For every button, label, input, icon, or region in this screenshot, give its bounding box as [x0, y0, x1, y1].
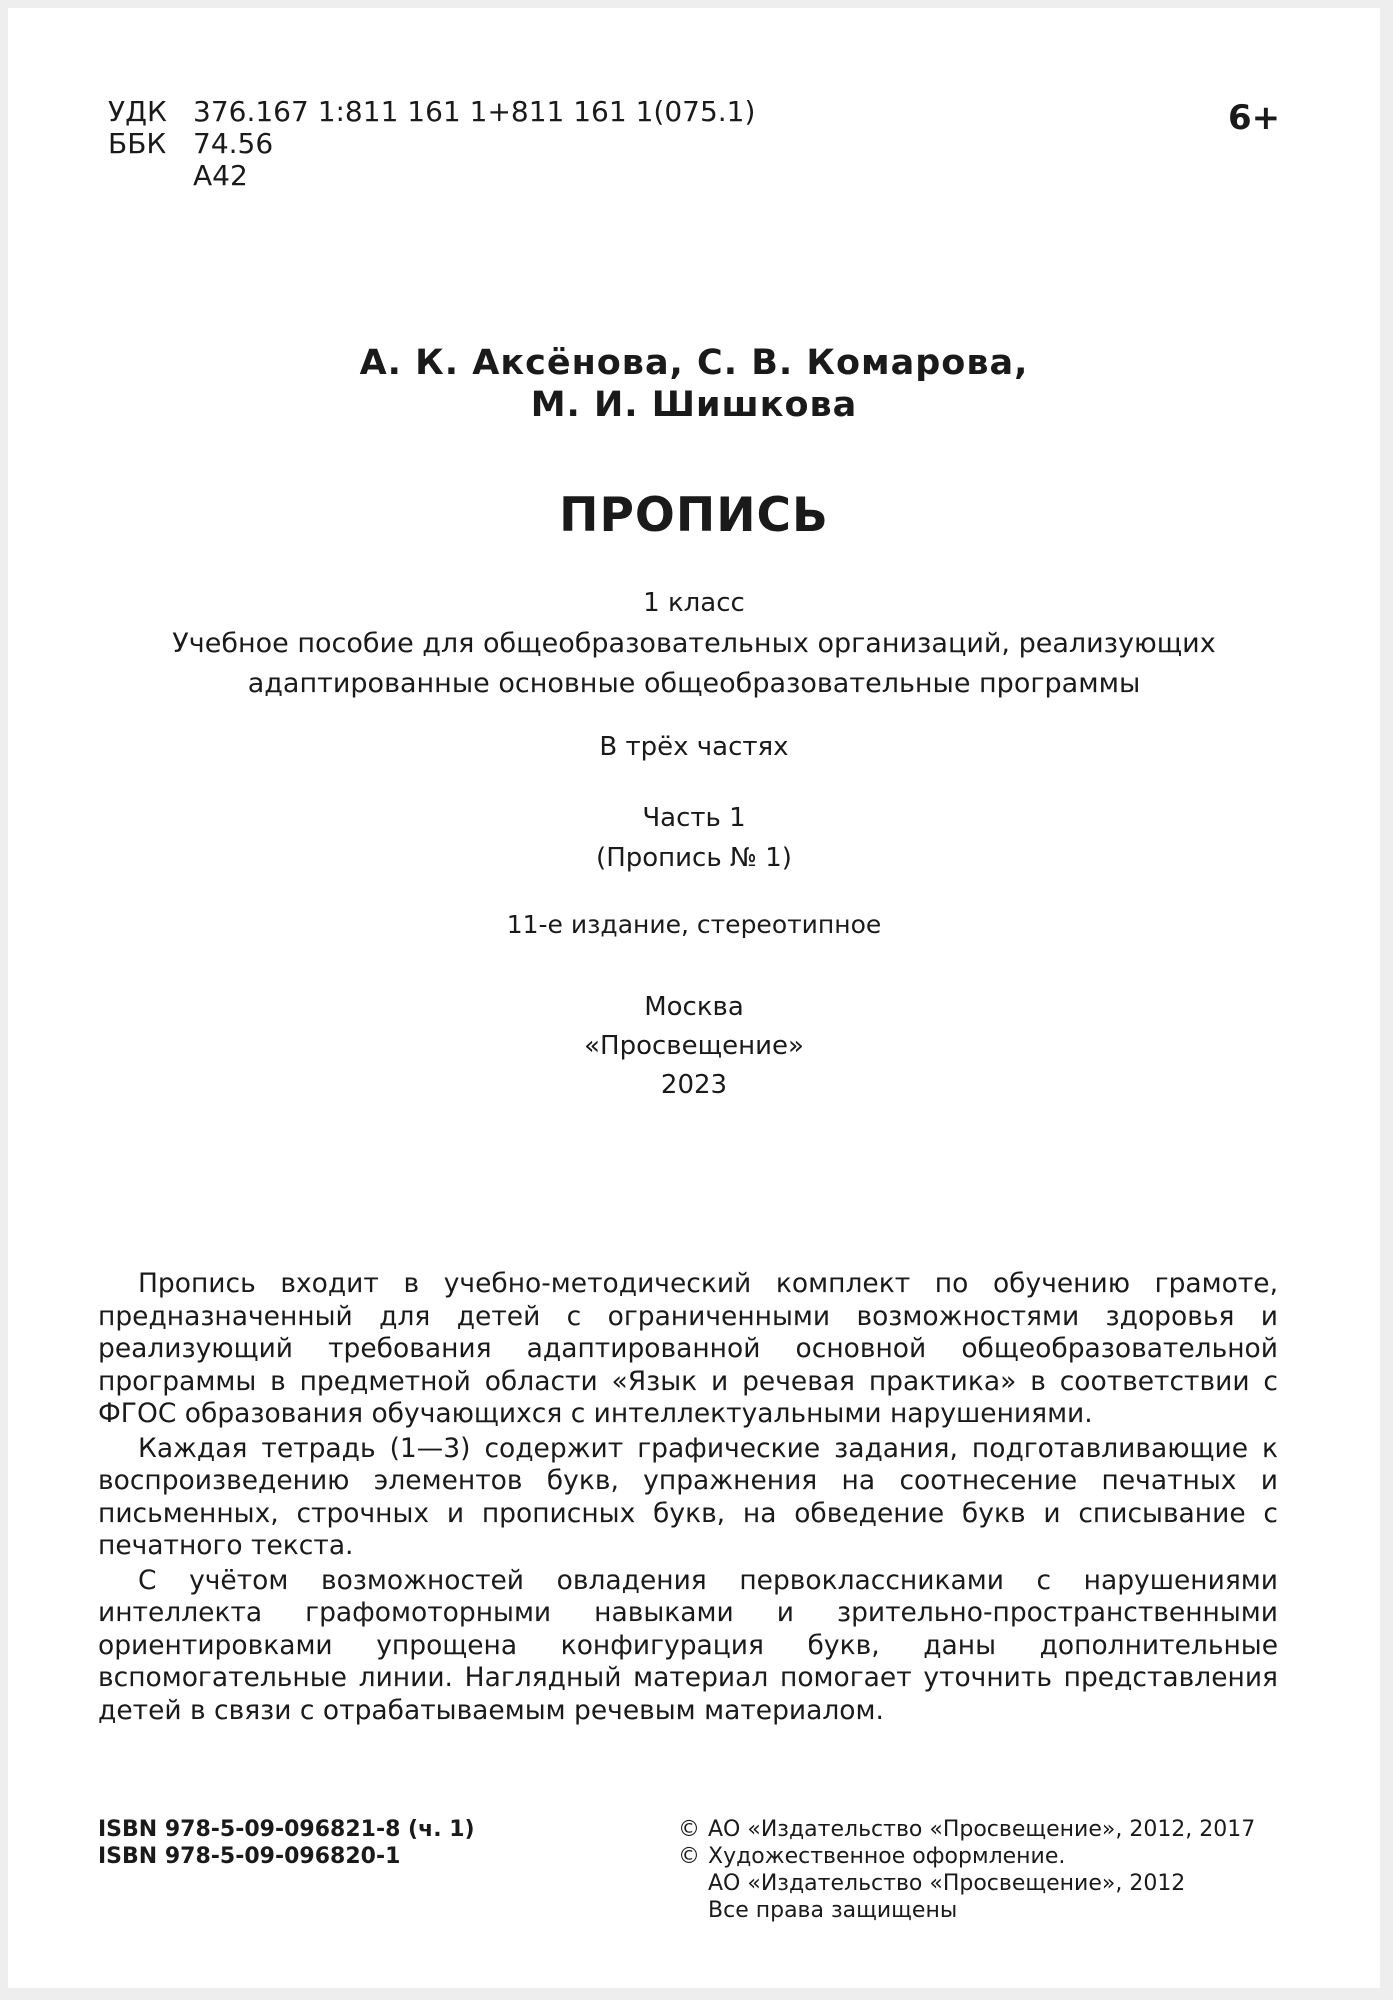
title-page [8, 8, 1380, 1988]
copyright-icon: © [678, 1817, 700, 1842]
annotation-paragraph: С учётом возможностей овладения первоклассниками с нарушениями интеллекта графомоторными навыками и зрительно-пространственными ориентировками упрощена конфигурация букв, даны дополнительные вспомогательные линии. Наглядный материал помогает уточнить представления детей в связи с отрабатываемым речевым материалом. [98, 1564, 1278, 1726]
imprint-city: Москва [644, 992, 744, 1022]
annotation-paragraph: Каждая тетрадь (1—3) содержит графические задания, подготавливающие к воспроизведению элементов букв, упражнения на соотнесение печатных и письменных, строчных и прописных букв, на обведение букв и списывание с печатного текста. [98, 1432, 1278, 1561]
author-mark-row [108, 160, 755, 192]
imprint-year: 2023 [660, 1070, 728, 1100]
age-rating: 6+ [1228, 98, 1281, 138]
part-number: Часть 1 [642, 803, 746, 833]
isbn-line-2: ISBN 978-5-09-096820-1 [98, 1844, 401, 1869]
book-title: ПРОПИСЬ [559, 488, 829, 543]
imprint [8, 988, 1380, 1105]
isbn-line-1: ISBN 978-5-09-096821-8 (ч. 1) [98, 1817, 475, 1842]
copyright-block [678, 1816, 1255, 1924]
copyright-line-3: АО «Издательство «Просвещение», 2012 [708, 1871, 1186, 1896]
subtitle-line-2: адаптированные основные общеобразовательные программы [247, 668, 1141, 699]
udk-label: УДК [108, 95, 167, 128]
copyright-line-2: © Художественное оформление. [678, 1844, 1066, 1869]
edition: 11-е издание, стереотипное [506, 910, 882, 939]
authors-line-2: М. И. Шишкова [530, 385, 858, 425]
copyright-line-4: Все права защищены [708, 1898, 958, 1923]
bibliographic-codes [108, 96, 755, 192]
grade: 1 класс [643, 588, 745, 618]
udk-value: 376.167 1:811 161 1+811 161 1(075.1) [193, 95, 756, 128]
bbk-label: ББК [108, 127, 167, 160]
imprint-publisher: «Просвещение» [584, 1031, 804, 1061]
annotation [98, 1268, 1278, 1729]
annotation-paragraph: Пропись входит в учебно-методический комплект по обучению грамоте, предназначенный для детей с ограниченными возможностями здоровья и реализующий требования адаптированной основной общеобразовательной программы в предметной области «Язык и речевая практика» в соответствии с ФГОС образования обучающихся с интеллектуальными нарушениями. [98, 1268, 1278, 1429]
copyright-line-1: © АО «Издательство «Просвещение», 2012, 2017 [678, 1817, 1256, 1842]
authors [8, 342, 1380, 426]
bbk-row [108, 128, 755, 160]
parts-note: В трёх частях [599, 732, 789, 762]
part-info [8, 798, 1380, 878]
isbn-block [98, 1816, 475, 1870]
subtitle-line-1: Учебное пособие для общеобразовательных организаций, реализующих [172, 628, 1216, 659]
part-name: (Пропись № 1) [596, 843, 792, 873]
copyright-icon: © [678, 1844, 700, 1869]
authors-line-1: А. К. Аксёнова, С. В. Комарова, [359, 343, 1029, 383]
author-mark: А42 [193, 159, 248, 192]
udk-row [108, 96, 755, 128]
subtitle [8, 624, 1380, 704]
bbk-value: 74.56 [193, 127, 274, 160]
